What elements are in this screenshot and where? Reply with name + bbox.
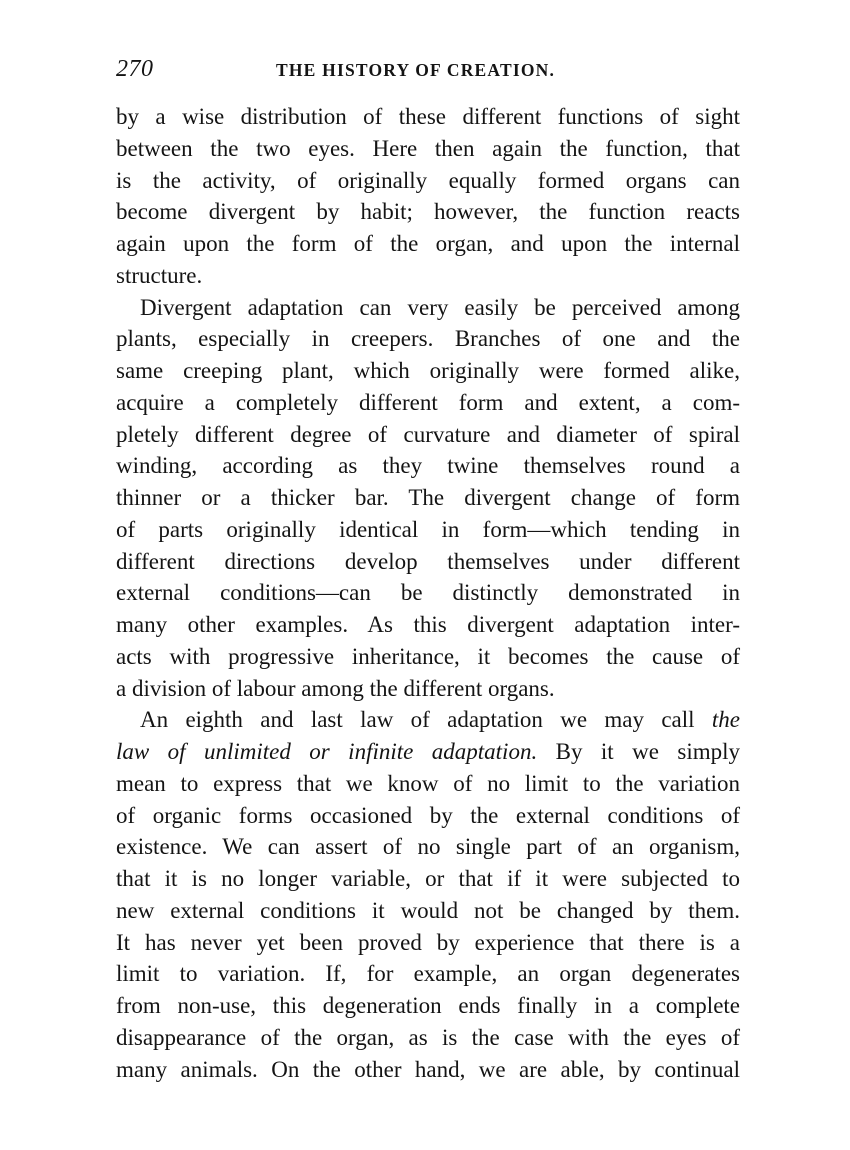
body-text — [116, 101, 740, 1085]
text-line: of parts originally identical in form—which tending in — [116, 516, 740, 542]
text-line: plants, especially in creepers. Branches of one and the — [116, 326, 740, 352]
text-line: structure. — [116, 262, 203, 288]
text-line: of organic forms occasioned by the external conditions of — [116, 802, 740, 828]
text-line: winding, according as they twine themselves round a — [116, 453, 740, 479]
text-line: thinner or a thicker bar. The divergent change of form — [116, 485, 740, 510]
text-line: pletely different degree of curvature and diameter of spiral — [116, 421, 740, 447]
text-line: many other examples. As this divergent adaptation inter- — [116, 612, 740, 637]
text-line: different directions develop themselves under different — [116, 548, 740, 574]
text-line: that it is no longer variable, or that if it were subjected to — [116, 866, 740, 891]
paragraph-2 — [116, 292, 740, 705]
running-title: THE HISTORY OF CREATION. — [276, 60, 556, 80]
text-line: It has never yet been proved by experience that there is a — [116, 929, 740, 955]
text-line: external conditions—can be distinctly demonstrated in — [116, 580, 740, 606]
text-line: mean to express that we know of no limit to the variation — [116, 770, 740, 796]
text-line: limit to variation. If, for example, an organ degenerates — [116, 961, 740, 987]
paragraph-3 — [116, 704, 740, 1085]
text-line: between the two eyes. Here then again the function, that — [116, 135, 740, 161]
text-run: By it we simply — [537, 739, 740, 764]
text-line: is the activity, of originally equally formed organs can — [116, 167, 740, 193]
page-number: 270 — [116, 56, 154, 82]
text-line: acts with progressive inheritance, it becomes the cause of — [116, 643, 740, 669]
text-line — [116, 736, 740, 768]
text-line: a division of labour among the different organs. — [116, 675, 555, 701]
text-line: existence. We can assert of no single part of an organism, — [116, 834, 740, 860]
text-line: from non-use, this degeneration ends finally in a complete — [116, 993, 740, 1018]
text-line: Divergent adaptation can very easily be perceived among — [140, 294, 740, 320]
text-line: disappearance of the organ, as is the case with the eyes of — [116, 1024, 740, 1050]
text-line: again upon the form of the organ, and upon the internal — [116, 231, 740, 256]
text-line: become divergent by habit; however, the function reacts — [116, 199, 740, 225]
text-line — [116, 704, 740, 736]
text-line: acquire a completely different form and extent, a com- — [116, 389, 740, 415]
text-line: many animals. On the other hand, we are able, by continual — [116, 1056, 740, 1082]
text-line: by a wise distribution of these different functions of sight — [116, 104, 740, 129]
page-header — [116, 56, 740, 84]
paragraph-1 — [116, 101, 740, 292]
text-line: same creeping plant, which originally were formed alike, — [116, 358, 740, 383]
italic-term: law of unlimited or infinite adaptation. — [116, 739, 538, 764]
text-line: new external conditions it would not be changed by them. — [116, 897, 740, 923]
italic-term: the — [711, 707, 740, 733]
text-run: An eighth and last law of adaptation we may call — [140, 707, 712, 733]
